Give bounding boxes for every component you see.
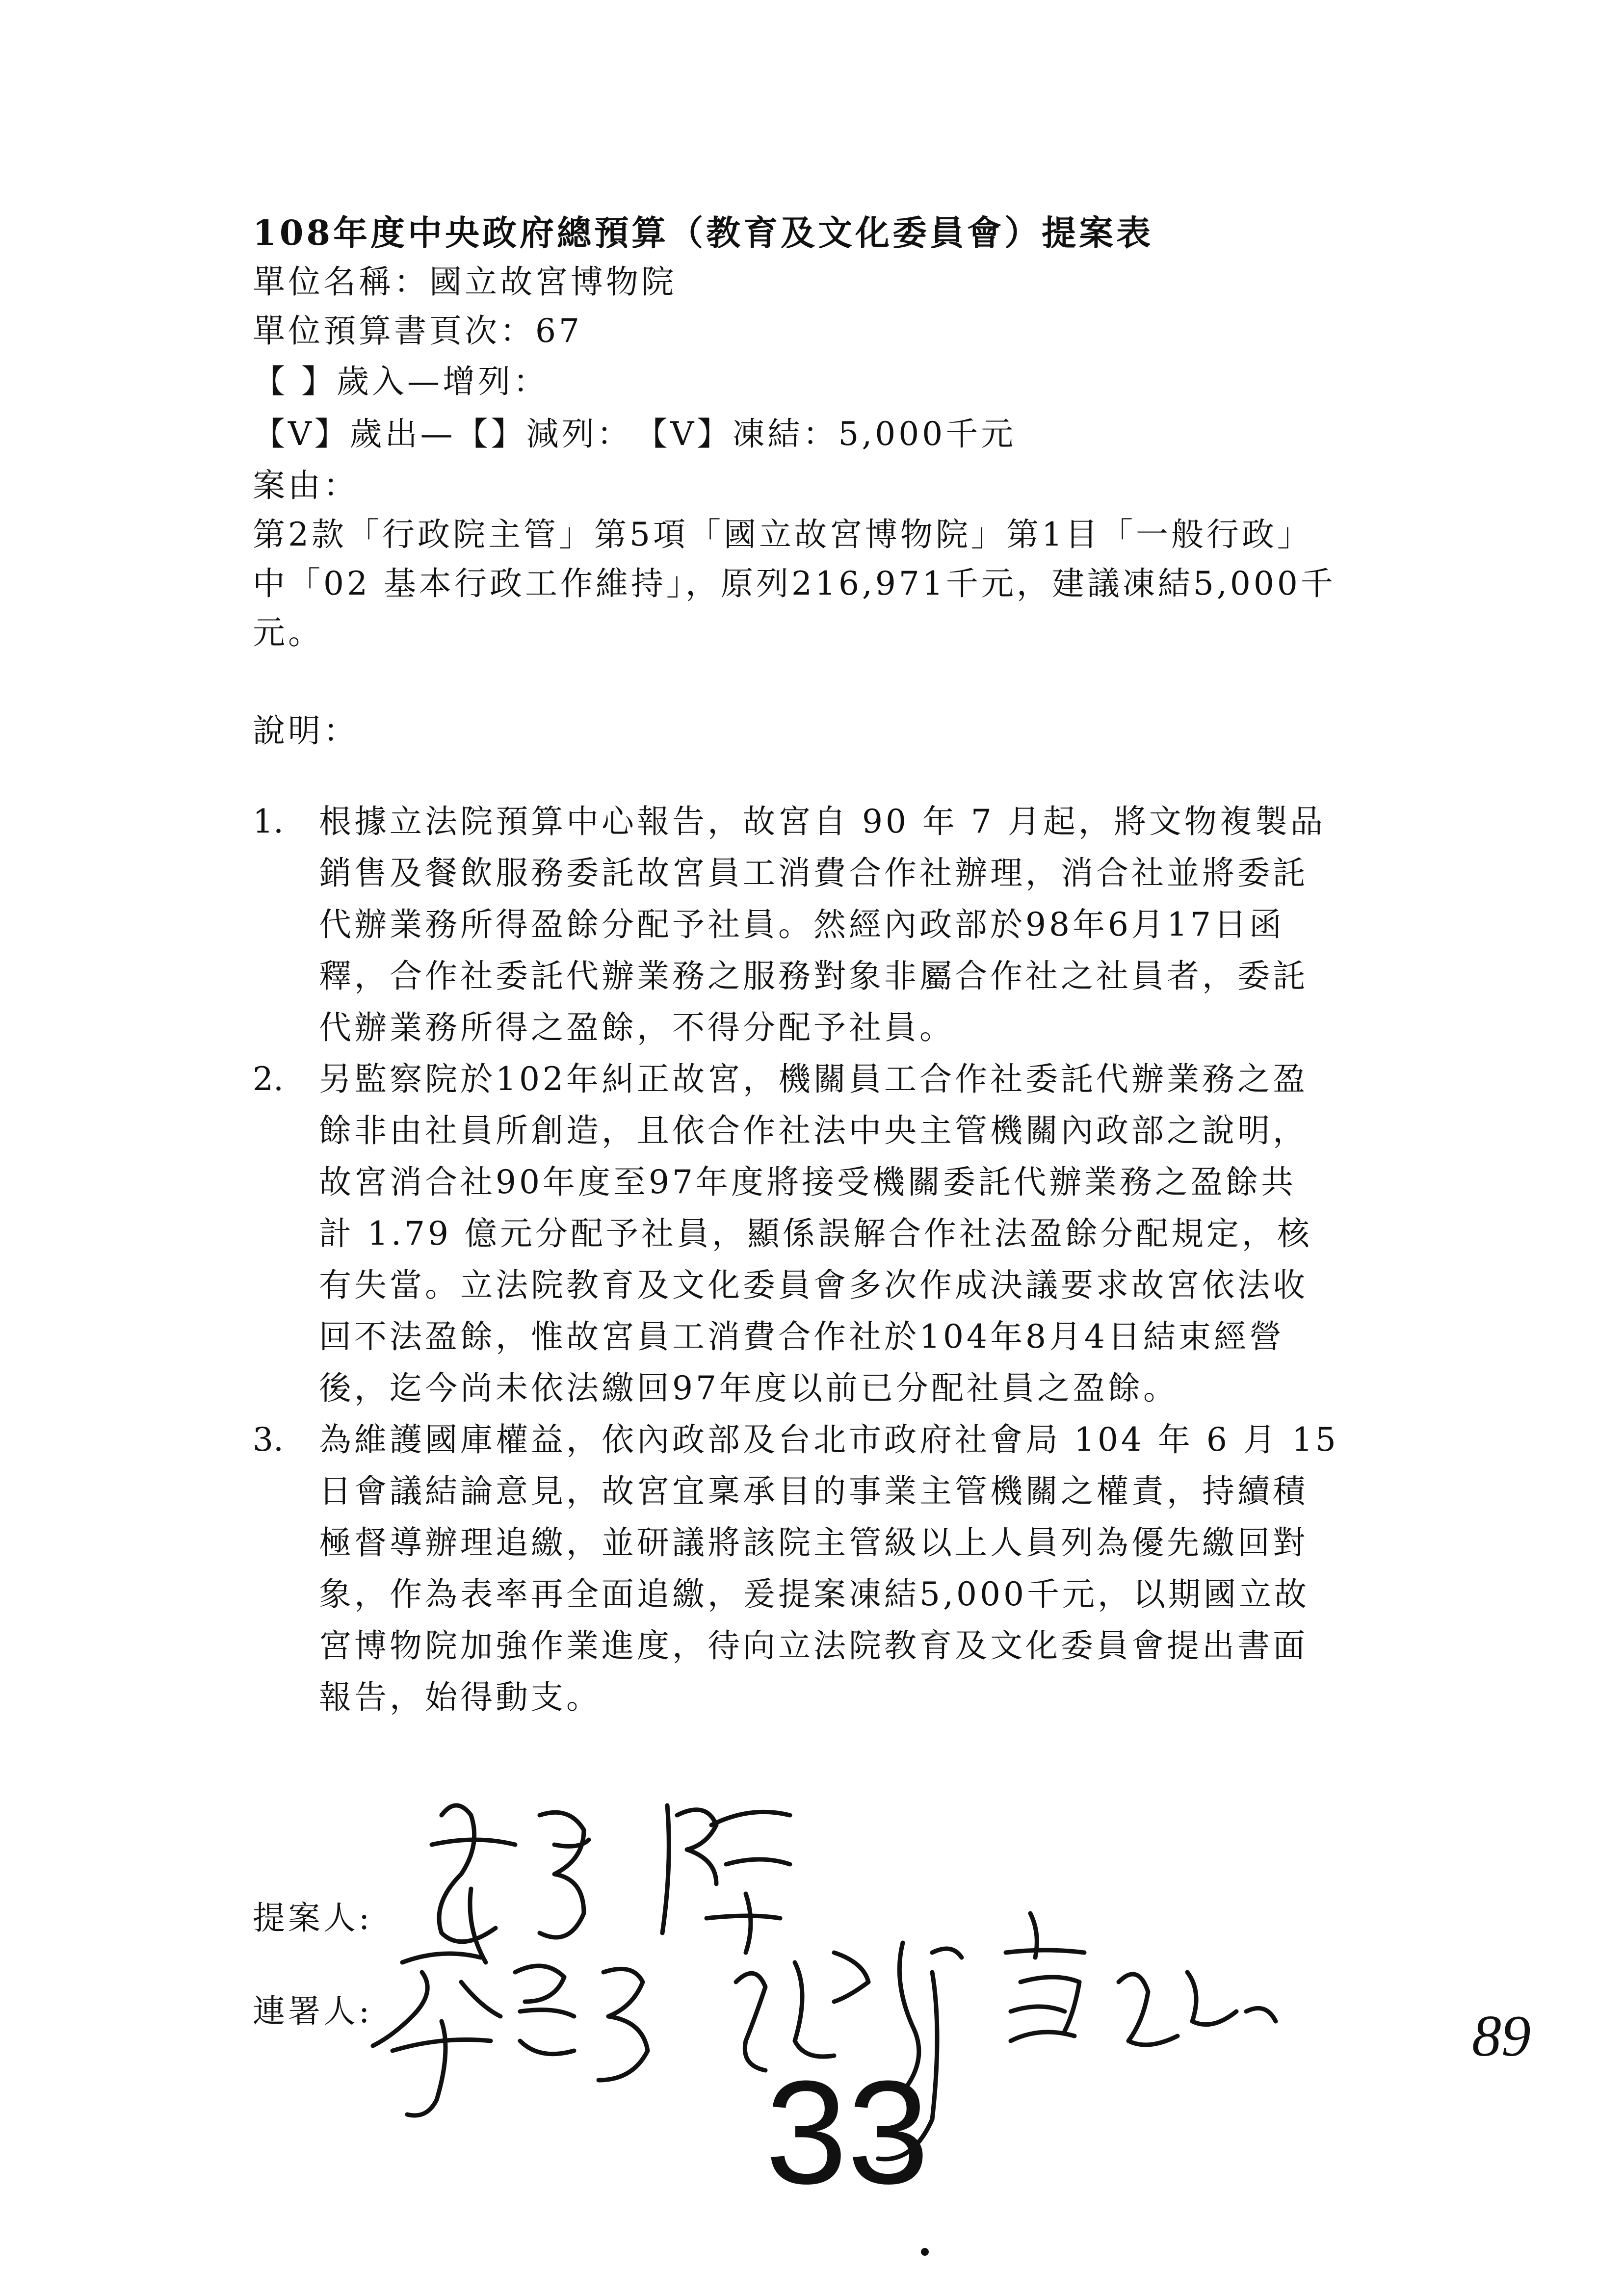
item-line: 極督導辦理追繳，並研議將該院主管級以上人員列為優先繳回對	[319, 1524, 1308, 1562]
item-line: 宮博物院加強作業進度，待向立法院教育及文化委員會提出書面	[319, 1627, 1308, 1665]
item-line: 有失當。立法院教育及文化委員會多次作成決議要求故宮依法收	[319, 1266, 1308, 1304]
item-line: 回不法盈餘，惟故宮員工消費合作社於104年8月4日結束經營	[319, 1318, 1284, 1356]
item-number: 3.	[253, 1421, 284, 1459]
unit-budget-page: 單位預算書頁次：67	[253, 312, 582, 350]
item-line: 報告，始得動支。	[319, 1678, 602, 1716]
item-line: 日會議結論意見，故宮宜稟承目的事業主管機關之權責，持續積	[319, 1472, 1308, 1510]
svg-text:89: 89	[1472, 2003, 1531, 2068]
item-line: 餘非由社員所創造，且依合作社法中央主管機關內政部之說明，	[319, 1112, 1308, 1149]
item-line: 為維護國庫權益，依內政部及台北市政府社會局 104 年 6 月 15	[319, 1421, 1339, 1459]
item-line: 代辦業務所得之盈餘，不得分配予社員。	[319, 1009, 955, 1046]
item-line: 銷售及餐飲服務委託故宮員工消費合作社辦理，消合社並將委託	[319, 854, 1308, 892]
explanation-label: 說明：	[253, 712, 359, 750]
cosigner-label: 連署人:	[253, 1992, 373, 2030]
case-line: 第2款「行政院主管」第5項「國立故宮博物院」第1目「一般行政」	[253, 516, 1312, 553]
document-title: 108年度中央政府總預算（教育及文化委員會）提案表	[253, 212, 1154, 253]
item-line: 根據立法院預算中心報告，故宮自 90 年 7 月起，將文物複製品	[319, 803, 1326, 840]
case-line: 元。	[253, 614, 323, 652]
item-line: 故宮消合社90年度至97年度將接受機關委託代辦業務之盈餘共	[319, 1163, 1296, 1201]
expenditure-freeze-line: 【V】歲出—【】減列： 【V】凍結：5,000千元	[253, 415, 1017, 453]
item-line: 象，作為表率再全面追繳，爰提案凍結5,000千元，以期國立故	[319, 1575, 1310, 1613]
item-line: 釋，合作社委託代辦業務之服務對象非屬合作社之社員者，委託	[319, 957, 1308, 995]
handwritten-page-number	[1472, 2003, 1531, 2068]
item-number: 1.	[253, 803, 284, 840]
proposer-signature	[432, 1805, 790, 1962]
item-line: 計 1.79 億元分配予社員，顯係誤解合作社法盈餘分配規定，核	[319, 1215, 1312, 1252]
svg-text:33: 33	[765, 2050, 929, 2215]
proposer-label: 提案人:	[253, 1899, 373, 1937]
item-number: 2.	[253, 1060, 284, 1098]
case-line: 中「02 基本行政工作維持」，原列216,971千元，建議凍結5,000千	[253, 565, 1336, 602]
case-label: 案由：	[253, 467, 359, 504]
item-line: 代辦業務所得盈餘分配予社員。然經內政部於98年6月17日函	[319, 906, 1284, 943]
item-line: 後，迄今尚未依法繳回97年度以前已分配社員之盈餘。	[319, 1369, 1179, 1407]
item-line: 另監察院於102年糾正故宮，機關員工合作社委託代辦業務之盈	[319, 1060, 1308, 1098]
handwritten-sequence-number	[765, 2050, 929, 2256]
revenue-increase-line: 【 】歲入—增列：	[253, 363, 549, 400]
cosigner-signature-1	[373, 1954, 648, 2115]
unit-name: 單位名稱：國立故宮博物院	[253, 263, 677, 301]
